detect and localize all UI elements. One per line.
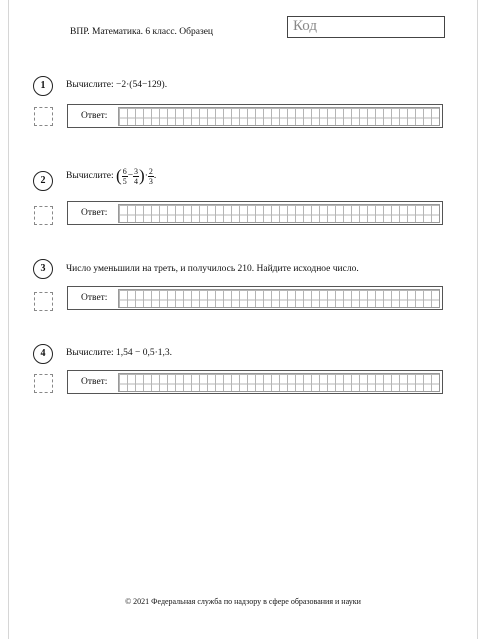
task-3-answer-grid[interactable]: [118, 289, 440, 308]
task-2-answer-grid[interactable]: [118, 204, 440, 223]
answer-label: Ответ:: [81, 293, 108, 303]
fraction-2: $\frac{3}{4}$: [134, 166, 139, 186]
task-4-answer-panel: [67, 370, 443, 394]
task-4-question: Вычислите: 1,54 − 0,5·1,3.: [66, 348, 173, 358]
task-1-question: Вычислите: −2·(54−129).: [66, 80, 168, 90]
answer-label: Ответ:: [81, 208, 108, 218]
task-number-3: 3: [33, 259, 53, 279]
fraction-3: $\frac{2}{3}$: [148, 166, 153, 186]
answer-label: Ответ:: [81, 111, 108, 121]
code-field[interactable]: [287, 16, 445, 38]
page-title: ВПР. Математика. 6 класс. Образец: [70, 27, 214, 37]
period: .: [153, 171, 157, 182]
task-number-2: 2: [33, 171, 53, 191]
task-2-question: Вычислите: ( $\frac{6}{5}$ − $\frac{3}{4}$ )· $\frac{2}{3}$ .: [66, 166, 157, 186]
task-3-score-box[interactable]: [34, 292, 53, 311]
task-3-question: Число уменьшили на треть, и получилось 210. Найдите исходное число.: [66, 264, 359, 274]
task-2-prefix: Вычислите:: [66, 171, 114, 182]
task-4-answer-grid[interactable]: [118, 373, 440, 392]
minus-sign: −: [127, 171, 134, 182]
task-2-score-box[interactable]: [34, 206, 53, 225]
fraction-1: $\frac{6}{5}$: [122, 166, 127, 186]
open-paren: (: [116, 166, 122, 185]
task-3-answer-panel: [67, 286, 443, 310]
task-4-score-box[interactable]: [34, 374, 53, 393]
task-2-answer-panel: [67, 201, 443, 225]
task-1-answer-grid[interactable]: [118, 107, 440, 126]
task-number-1: 1: [33, 76, 53, 96]
task-1-score-box[interactable]: [34, 107, 53, 126]
exam-sheet: [8, 0, 478, 639]
code-label: Код: [293, 18, 317, 34]
task-1-answer-panel: [67, 104, 443, 128]
footer-copyright: © 2021 Федеральная служба по надзору в сфере образования и науки: [125, 597, 361, 606]
task-number-4: 4: [33, 344, 53, 364]
close-paren: ): [139, 166, 145, 185]
answer-label: Ответ:: [81, 377, 108, 387]
